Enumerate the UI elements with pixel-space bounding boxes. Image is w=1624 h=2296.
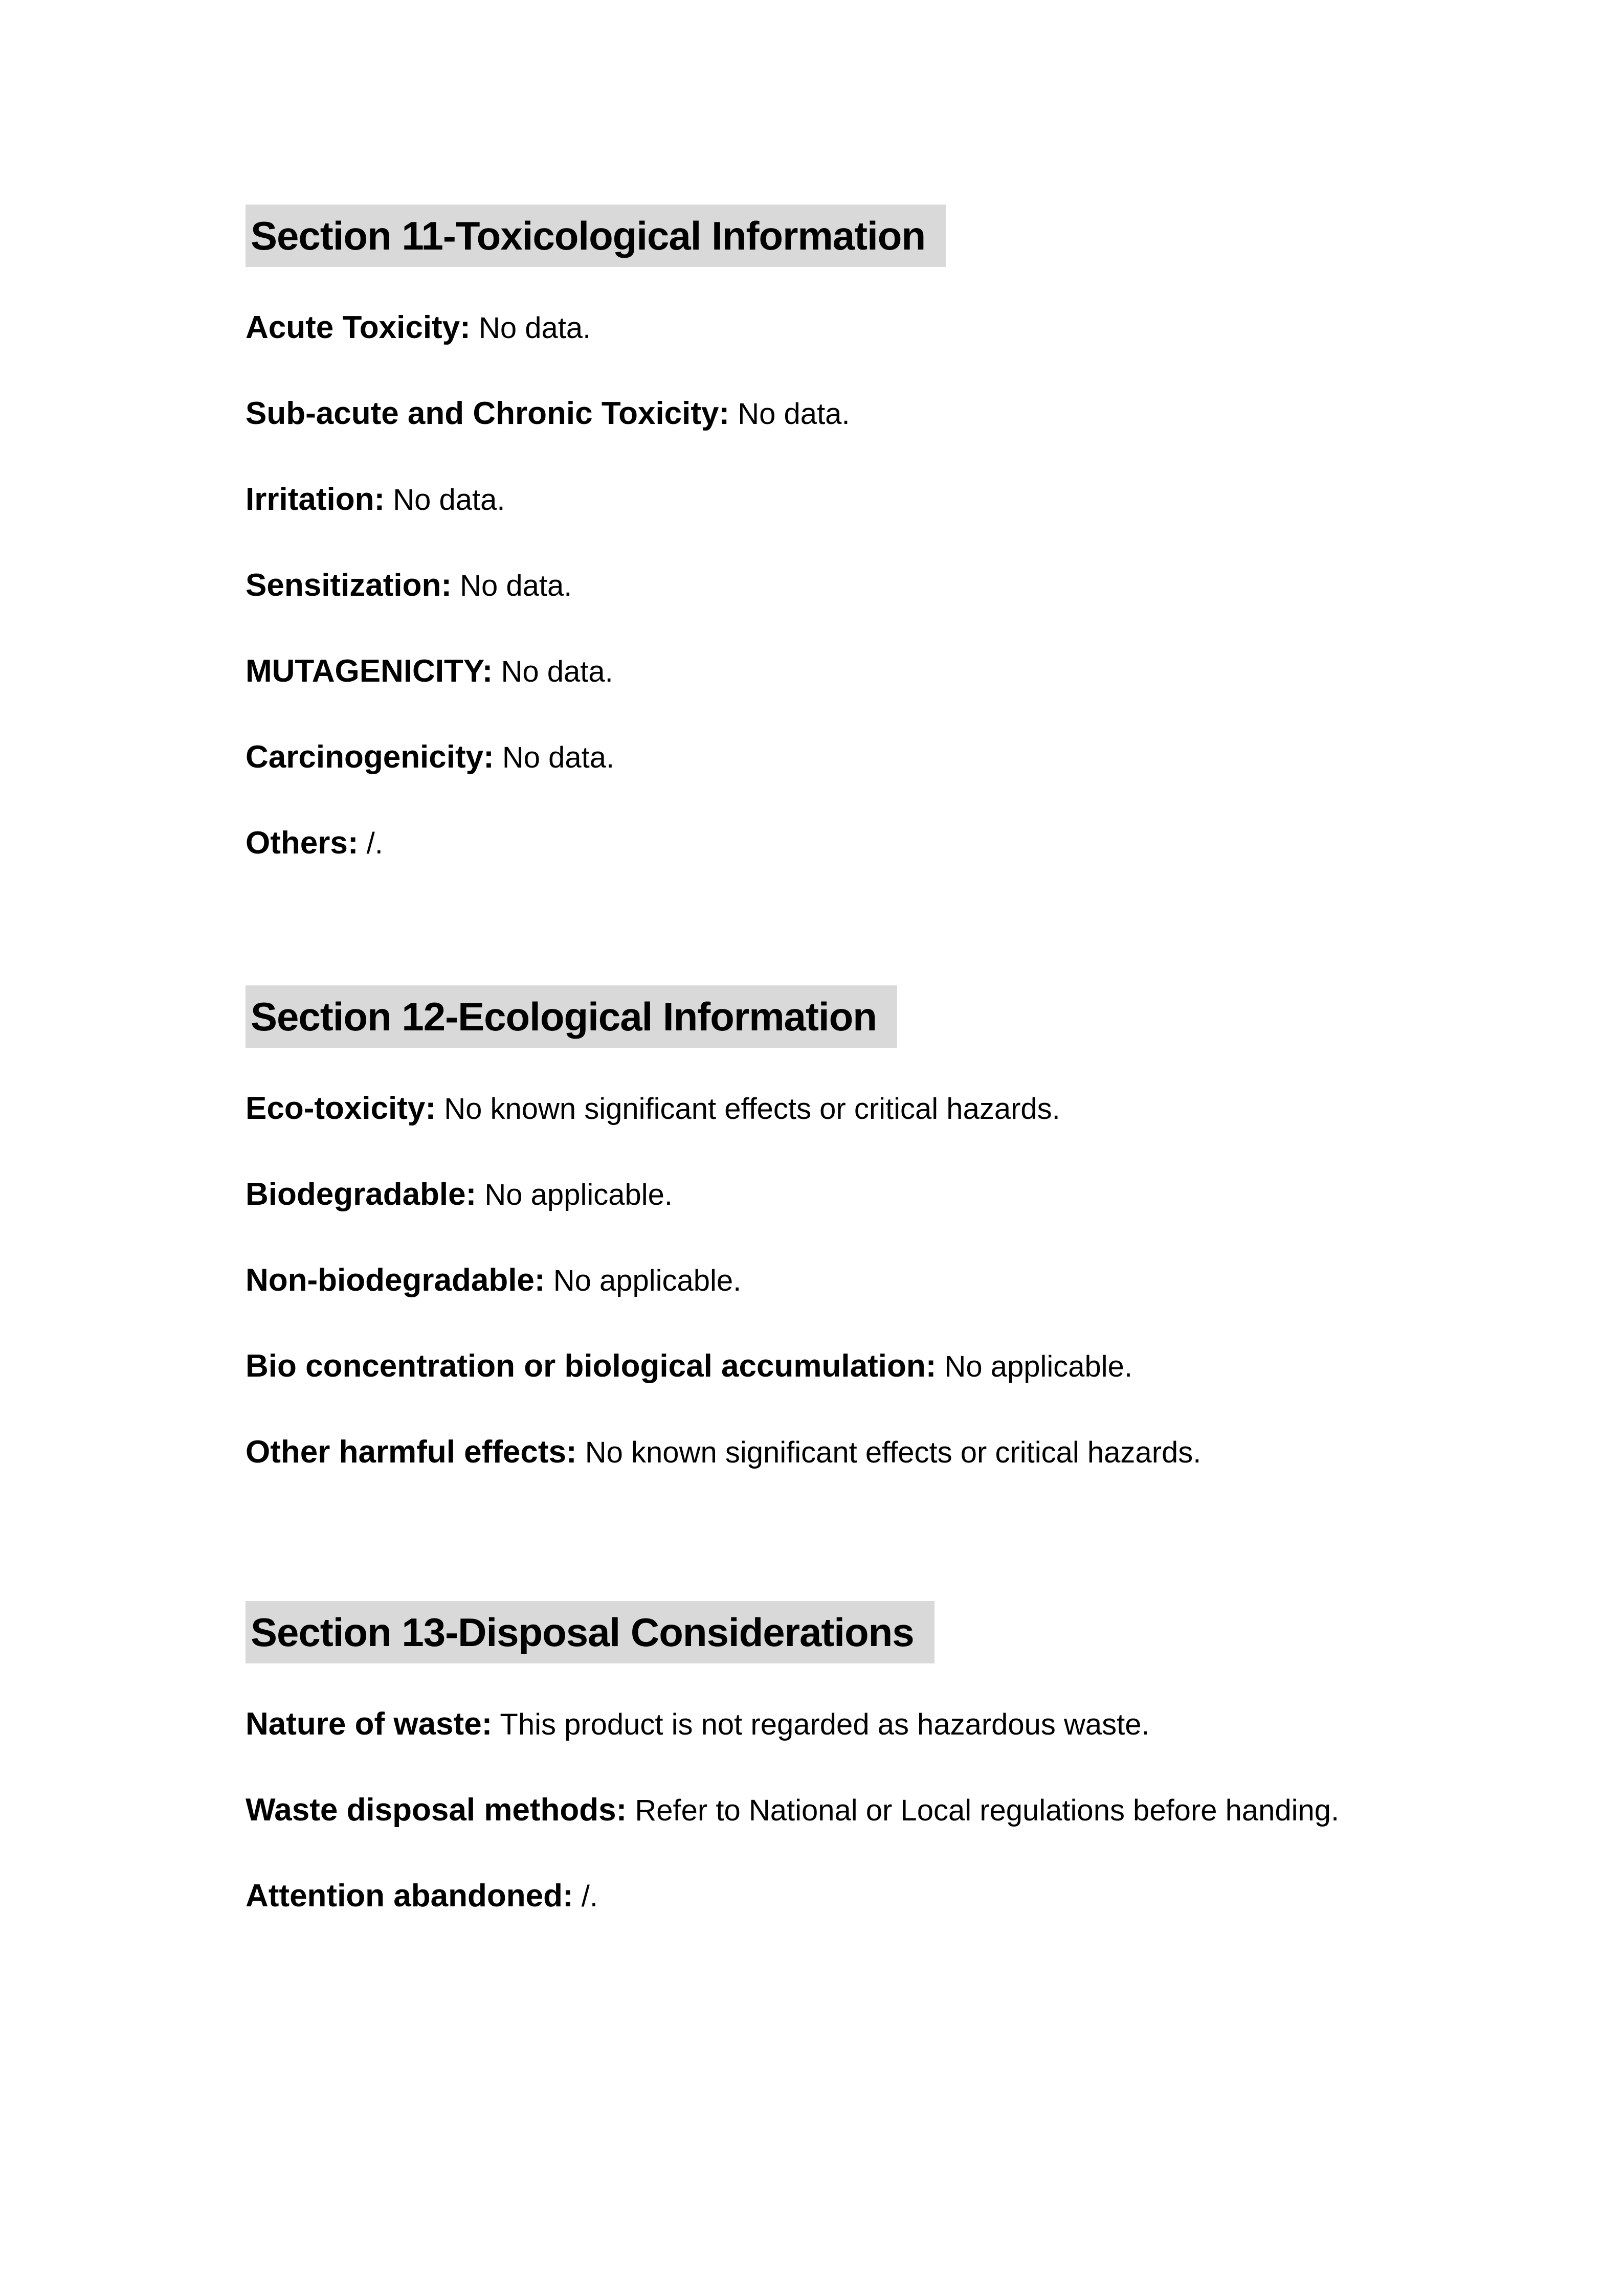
field-row <box>246 1152 1389 1237</box>
field-row <box>246 1853 1389 1939</box>
field-row <box>246 628 1389 714</box>
field-label: Biodegradable: <box>246 1177 477 1212</box>
section-13-title: Section 13-Disposal Considerations <box>246 1601 935 1663</box>
field-row <box>246 543 1389 628</box>
section-13-heading <box>246 1601 1389 1663</box>
field-value: /. <box>366 827 383 860</box>
section-11-heading <box>246 205 1389 267</box>
field-value: No applicable. <box>484 1178 673 1211</box>
section-12-items <box>246 1066 1389 1495</box>
field-label: Other harmful effects: <box>246 1434 577 1470</box>
field-value: /. <box>581 1880 598 1913</box>
field-label: Waste disposal methods: <box>246 1792 627 1828</box>
field-label: MUTAGENICITY: <box>246 654 493 689</box>
field-label: Irritation: <box>246 482 385 517</box>
section-11-items <box>246 285 1389 886</box>
field-value: No known significant effects or critical hazards. <box>585 1436 1202 1469</box>
document-content <box>0 205 1624 1939</box>
field-label: Bio concentration or biological accumulation: <box>246 1348 937 1384</box>
field-label: Nature of waste: <box>246 1706 493 1742</box>
field-row <box>246 1323 1389 1409</box>
section-12-title: Section 12-Ecological Information <box>246 985 897 1048</box>
field-value: No applicable. <box>553 1264 742 1297</box>
field-value: No data. <box>460 569 572 602</box>
field-label: Sensitization: <box>246 568 452 603</box>
field-row <box>246 1237 1389 1323</box>
field-value: No known significant effects or critical hazards. <box>444 1092 1060 1126</box>
field-label: Non-biodegradable: <box>246 1263 545 1298</box>
field-value: No data. <box>738 397 850 431</box>
field-label: Others: <box>246 825 359 861</box>
field-row <box>246 714 1389 800</box>
section-12-heading <box>246 985 1389 1048</box>
field-row <box>246 285 1389 371</box>
field-label: Carcinogenicity: <box>246 739 494 775</box>
field-row <box>246 1066 1389 1152</box>
field-row <box>246 800 1389 886</box>
field-row <box>246 457 1389 543</box>
field-value: No applicable. <box>944 1350 1133 1383</box>
field-row <box>246 1767 1389 1853</box>
field-row <box>246 1409 1389 1495</box>
field-label: Acute Toxicity: <box>246 310 471 345</box>
field-label: Sub-acute and Chronic Toxicity: <box>246 396 730 431</box>
section-11-title: Section 11-Toxicological Information <box>246 205 946 267</box>
section-13-items <box>246 1681 1389 1939</box>
field-row <box>246 1681 1389 1767</box>
field-value: No data. <box>393 483 505 516</box>
field-value: No data. <box>478 311 591 345</box>
field-row <box>246 371 1389 457</box>
field-value: Refer to National or Local regulations before handing. <box>635 1794 1340 1827</box>
field-label: Attention abandoned: <box>246 1878 573 1914</box>
field-value: This product is not regarded as hazardous waste. <box>500 1708 1150 1741</box>
field-value: No data. <box>501 655 613 688</box>
field-label: Eco-toxicity: <box>246 1091 436 1126</box>
field-value: No data. <box>502 741 615 774</box>
